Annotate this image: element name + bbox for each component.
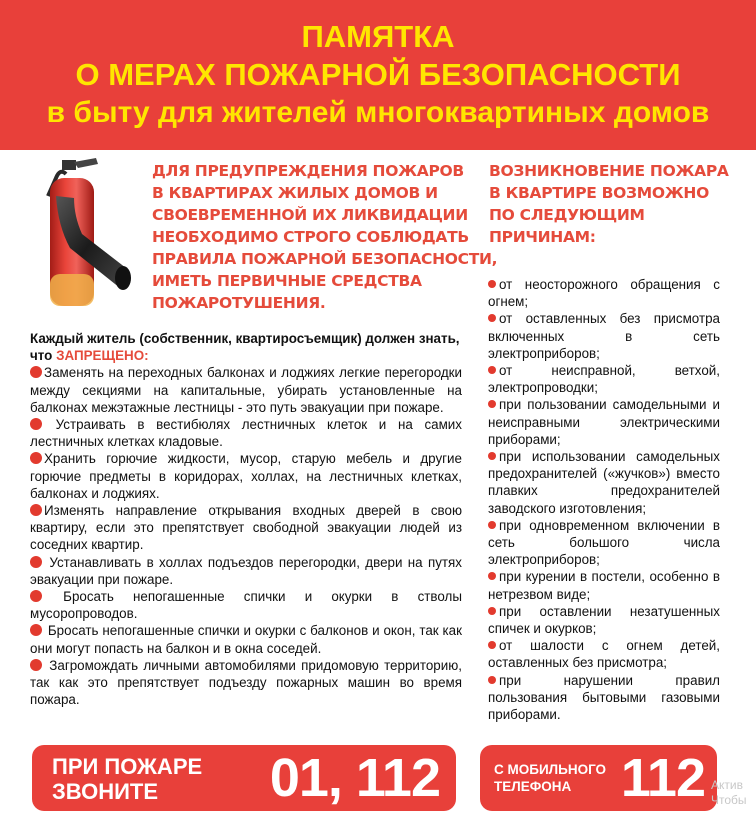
red-dot-bullet-icon	[30, 418, 42, 430]
intro-line: ПРАВИЛА ПОЖАРНОЙ БЕЗОПАСНОСТИ,	[152, 250, 498, 268]
rule-text: Устраивать в вестибюлях лестничных клеток и на самих лестничных клетках кладовые.	[30, 417, 462, 450]
causes-heading-line: ВОЗНИКНОВЕНИЕ ПОЖАРА	[489, 162, 729, 180]
red-dot-bullet-icon	[488, 400, 496, 408]
red-dot-bullet-icon	[30, 452, 42, 464]
cause-item	[488, 637, 720, 671]
cause-item	[488, 568, 720, 602]
red-dot-bullet-icon	[30, 366, 42, 378]
intro-text	[152, 160, 498, 314]
call-label-line-2: ЗВОНИТЕ	[52, 779, 159, 804]
cause-text: от оставленных без присмотра включенных в сеть электроприборов;	[488, 311, 720, 361]
title-line-1: ПАМЯТКА	[301, 19, 455, 54]
cause-item	[488, 448, 720, 517]
mobile-label-line-2: ТЕЛЕФОНА	[494, 779, 572, 794]
watermark-line-2: Чтобы	[711, 793, 747, 807]
causes-list	[488, 276, 720, 723]
causes-heading	[489, 160, 739, 248]
intro-line: СВОЕВРЕМЕННОЙ ИХ ЛИКВИДАЦИИ	[152, 206, 468, 224]
cause-text: при одновременном включении в сеть большого числа электроприборов;	[488, 517, 720, 568]
activation-watermark	[711, 778, 747, 808]
title-line-2: О МЕРАХ ПОЖАРНОЙ БЕЗОПАСНОСТИ	[75, 57, 681, 92]
intro-line: НЕОБХОДИМО СТРОГО СОБЛЮДАТЬ	[152, 228, 469, 246]
forbidden-lead	[30, 330, 462, 364]
cause-text: при оставлении незатушенных спичек и окурков;	[488, 603, 720, 637]
cause-item	[488, 276, 720, 310]
intro-line: ПОЖАРОТУШЕНИЯ.	[152, 294, 326, 312]
rule-text: Бросать непогашенные спички и окурки в стволы мусоропроводов.	[30, 589, 462, 622]
mobile-label	[494, 761, 606, 795]
cause-text: при нарушении правил пользования бытовыми газовыми приборами.	[488, 672, 720, 723]
red-dot-bullet-icon	[30, 590, 42, 602]
call-label	[52, 754, 202, 804]
cause-item	[488, 310, 720, 362]
rule-item	[30, 450, 462, 502]
rule-text: Загромождать личными автомобилями придомовую территорию, так как это препятствует подъезду пожарных машин во время пожара.	[30, 657, 462, 708]
fire-extinguisher-icon	[22, 156, 142, 326]
mobile-call-box	[480, 745, 717, 811]
causes-heading-line: ПО СЛЕДУЮЩИМ	[489, 206, 645, 224]
intro-line: В КВАРТИРАХ ЖИЛЫХ ДОМОВ И	[152, 184, 438, 202]
intro-line: ДЛЯ ПРЕДУПРЕЖДЕНИЯ ПОЖАРОВ	[152, 162, 464, 180]
rule-text: Бросать непогашенные спички и окурки с балконов и окон, так как они могут попасть на балкон и в окна соседей.	[30, 623, 462, 656]
causes-heading-line: ПРИЧИНАМ:	[489, 228, 596, 246]
cause-text: от неосторожного обращения с огнем;	[488, 277, 720, 310]
rule-item	[30, 554, 462, 588]
call-label-line-1: ПРИ ПОЖАРЕ	[52, 754, 203, 779]
cause-text: при курении в постели, особенно в нетрезвом виде;	[488, 569, 720, 602]
rule-text: Устанавливать в холлах подъездов перегородки, двери на путях эвакуации при пожаре.	[30, 554, 462, 587]
red-dot-bullet-icon	[488, 607, 496, 615]
rule-item	[30, 502, 462, 554]
red-dot-bullet-icon	[30, 504, 42, 516]
title-line-3: в быту для жителей многоквартиных домов	[46, 96, 710, 129]
cause-text: при пользовании самодельными и неисправными электрическими приборами;	[488, 397, 720, 447]
red-dot-bullet-icon	[30, 659, 42, 671]
emergency-call-box	[32, 745, 456, 811]
red-dot-bullet-icon	[488, 641, 496, 649]
rule-item	[30, 364, 462, 416]
red-dot-bullet-icon	[488, 572, 496, 580]
emergency-number: 01, 112	[269, 748, 440, 808]
rule-text: Заменять на переходных балконах и лоджиях легкие перегородки между секциями на капитальные, убирать установленные на балконах межэтажные лестницы - это путь эвакуации при пожаре.	[30, 365, 462, 415]
red-dot-bullet-icon	[488, 452, 496, 460]
causes-heading-line: В КВАРТИРЕ ВОЗМОЖНО	[489, 184, 709, 202]
red-dot-bullet-icon	[30, 556, 42, 568]
cause-item	[488, 396, 720, 448]
cause-item	[488, 603, 720, 637]
red-dot-bullet-icon	[488, 366, 496, 374]
red-dot-bullet-icon	[488, 280, 496, 288]
rule-item	[30, 622, 462, 656]
intro-line: ИМЕТЬ ПЕРВИЧНЫЕ СРЕДСТВА	[152, 272, 422, 290]
mobile-label-line-1: С МОБИЛЬНОГО	[494, 762, 607, 777]
cause-text: от неисправной, ветхой, электропроводки;	[488, 363, 720, 396]
cause-text: при использовании самодельных предохранителей («жучков») вместо плавких предохранителей заводского изготовления;	[488, 449, 720, 516]
rule-item	[30, 416, 462, 450]
mobile-number: 112	[620, 748, 705, 808]
watermark-line-1: Актив	[711, 778, 743, 792]
red-dot-bullet-icon	[488, 676, 496, 684]
cause-text: от шалости с огнем детей, оставленных без присмотра;	[488, 638, 720, 671]
lead-text: Каждый житель (собственник, квартиросъемщик) должен знать, что	[30, 331, 460, 364]
forbidden-section	[30, 330, 462, 708]
rule-text: Изменять направление открывания входных дверей в свою квартиру, если это препятствует свободной эвакуации людей из соседних квартир.	[30, 503, 462, 553]
cause-item	[488, 362, 720, 396]
rule-item	[30, 588, 462, 622]
rule-text: Хранить горючие жидкости, мусор, старую мебель и другие горючие предметы в коридорах, холлах, на лестничных клетках, балконах и лоджиях.	[30, 451, 462, 501]
header-banner	[0, 0, 756, 150]
rule-item	[30, 657, 462, 709]
red-dot-bullet-icon	[488, 314, 496, 322]
forbidden-word: ЗАПРЕЩЕНО:	[56, 348, 149, 364]
red-dot-bullet-icon	[488, 521, 496, 529]
cause-item	[488, 672, 720, 724]
cause-item	[488, 517, 720, 569]
red-dot-bullet-icon	[30, 624, 42, 636]
